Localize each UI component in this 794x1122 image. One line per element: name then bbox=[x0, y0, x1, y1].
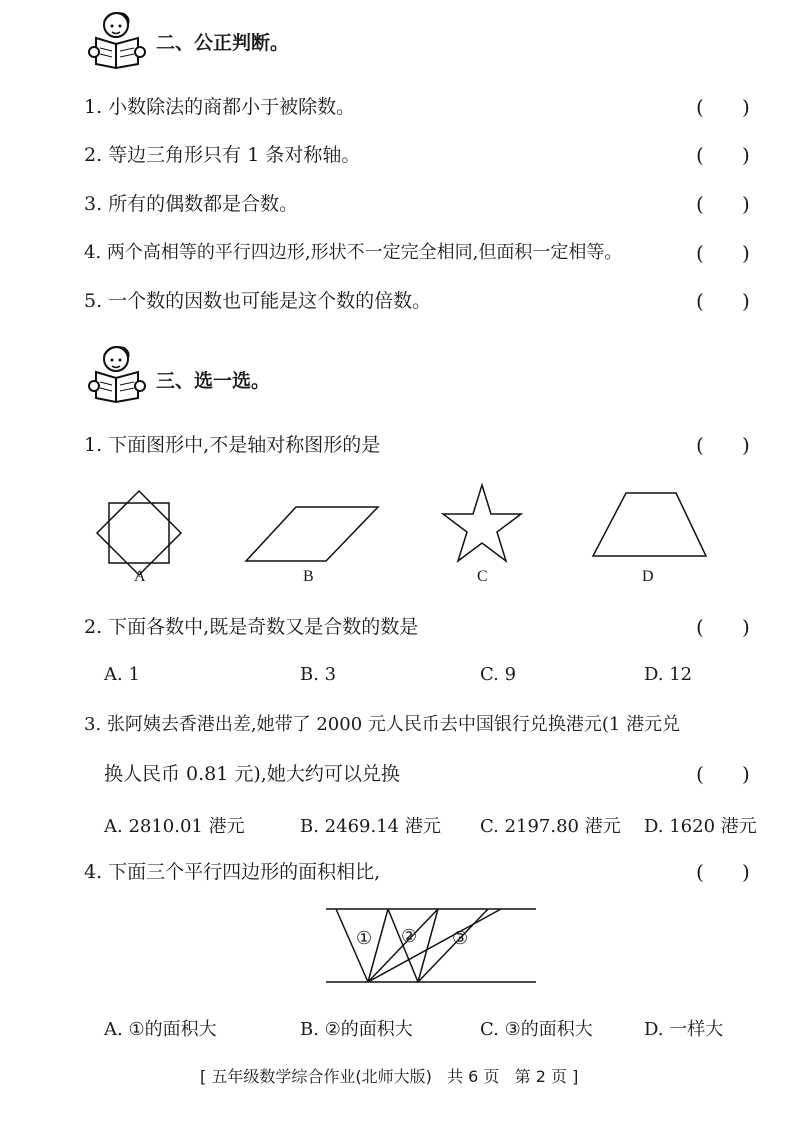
shape-label: A bbox=[134, 568, 146, 585]
option-b[interactable]: B. 3 bbox=[300, 664, 337, 685]
answer-blank[interactable]: ( ) bbox=[696, 192, 750, 216]
shape-c-star bbox=[442, 483, 522, 563]
option-b[interactable]: B. ②的面积大 bbox=[300, 1019, 413, 1040]
answer-blank[interactable]: ( ) bbox=[696, 241, 750, 265]
shape-label: D bbox=[642, 568, 654, 585]
reading-kid-icon bbox=[88, 342, 152, 402]
shape-label: B bbox=[303, 568, 314, 585]
shape-a-octagram bbox=[94, 488, 184, 578]
option-a[interactable]: A. 1 bbox=[104, 664, 140, 685]
section-title: 二、公正判断。 bbox=[156, 32, 290, 54]
judge-item-1: 1. 小数除法的商都小于被除数。 bbox=[84, 96, 356, 118]
option-a[interactable]: A. 2810.01 港元 bbox=[104, 816, 245, 837]
answer-blank[interactable]: ( ) bbox=[696, 433, 750, 457]
figure-label-2: ② bbox=[401, 926, 418, 946]
answer-blank[interactable]: ( ) bbox=[696, 143, 750, 167]
option-c[interactable]: C. 9 bbox=[480, 664, 517, 685]
question-4: 4. 下面三个平行四边形的面积相比, bbox=[84, 861, 381, 883]
judge-item-3: 3. 所有的偶数都是合数。 bbox=[84, 193, 299, 215]
question-3-line-1: 3. 张阿姨去香港出差,她带了 2000 元人民币去中国银行兑换港元(1 港元兑 bbox=[84, 714, 681, 735]
reading-kid-icon bbox=[88, 8, 152, 68]
question-3-line-2: 换人民币 0.81 元),她大约可以兑换 bbox=[104, 763, 400, 785]
figure-label-3: ③ bbox=[452, 928, 469, 948]
answer-blank[interactable]: ( ) bbox=[696, 860, 750, 884]
judge-item-2: 2. 等边三角形只有 1 条对称轴。 bbox=[84, 144, 361, 166]
page-footer: [ 五年级数学综合作业(北师大版) 共 6 页 第 2 页 ] bbox=[200, 1067, 579, 1086]
judge-item-5: 5. 一个数的因数也可能是这个数的倍数。 bbox=[84, 290, 432, 312]
shape-label: C bbox=[477, 568, 488, 585]
judge-item-4: 4. 两个高相等的平行四边形,形状不一定完全相同,但面积一定相等。 bbox=[84, 242, 623, 263]
option-c[interactable]: C. ③的面积大 bbox=[480, 1019, 593, 1040]
option-a[interactable]: A. ①的面积大 bbox=[104, 1019, 217, 1040]
option-d[interactable]: D. 1620 港元 bbox=[644, 816, 757, 837]
answer-blank[interactable]: ( ) bbox=[696, 289, 750, 313]
answer-blank[interactable]: ( ) bbox=[696, 762, 750, 786]
shape-d-trapezoid bbox=[590, 490, 710, 560]
section-title: 三、选一选。 bbox=[156, 370, 271, 392]
answer-blank[interactable]: ( ) bbox=[696, 95, 750, 119]
option-d[interactable]: D. 12 bbox=[644, 664, 693, 685]
question-2: 2. 下面各数中,既是奇数又是合数的数是 bbox=[84, 616, 419, 638]
shape-b-parallelogram bbox=[244, 505, 384, 565]
figure-label-1: ① bbox=[356, 928, 373, 948]
option-d[interactable]: D. 一样大 bbox=[644, 1019, 724, 1040]
option-b[interactable]: B. 2469.14 港元 bbox=[300, 816, 441, 837]
option-c[interactable]: C. 2197.80 港元 bbox=[480, 816, 621, 837]
answer-blank[interactable]: ( ) bbox=[696, 615, 750, 639]
question-1: 1. 下面图形中,不是轴对称图形的是 bbox=[84, 434, 381, 456]
